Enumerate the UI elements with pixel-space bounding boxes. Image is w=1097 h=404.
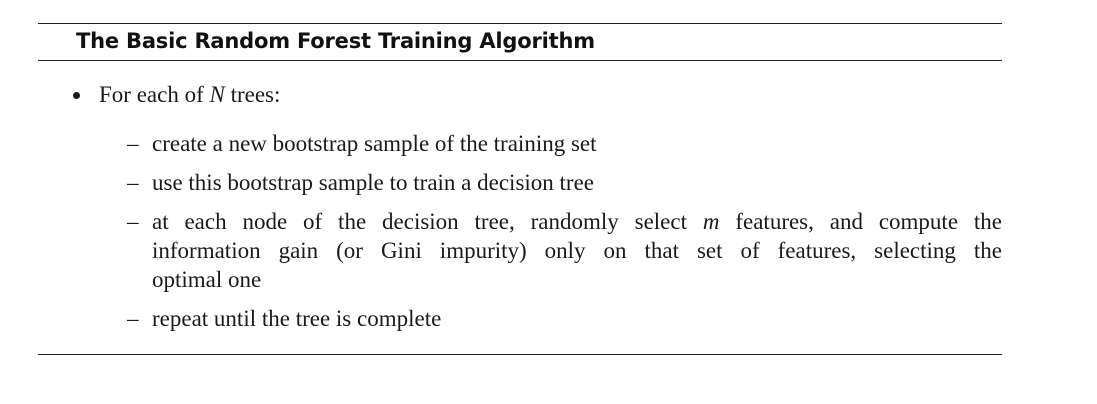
bottom-rule [38, 354, 1002, 355]
step-repeat: repeat until the tree is complete [152, 306, 442, 331]
step-select-features [152, 207, 1002, 294]
dash-marker: – [127, 170, 139, 195]
bullet-text [99, 80, 280, 110]
dash-marker: – [127, 209, 139, 234]
step-line-3: optimal one [152, 267, 262, 292]
dash-marker: – [127, 131, 139, 156]
step-line-1-suffix: features, and compute the [719, 209, 1002, 234]
step-line-1-prefix: at each node of the decision tree, randomly select [152, 209, 703, 234]
bullet-suffix: trees: [224, 82, 281, 107]
step-train-tree: use this bootstrap sample to train a decision tree [152, 170, 594, 195]
algorithm-heading: The Basic Random Forest Training Algorithm [76, 29, 595, 53]
heading-rule [38, 60, 1002, 61]
step-line-2: information gain (or Gini impurity) only on that set of features, selecting the [152, 238, 1002, 263]
bullet-prefix: For each of [99, 82, 210, 107]
step-line-1 [152, 207, 1002, 236]
top-rule [38, 23, 1002, 24]
features-variable: m [702, 209, 720, 234]
bullet-dot [73, 92, 80, 99]
dash-marker: – [127, 306, 139, 331]
step-bootstrap-sample: create a new bootstrap sample of the training set [152, 131, 597, 156]
trees-variable: N [209, 82, 225, 107]
